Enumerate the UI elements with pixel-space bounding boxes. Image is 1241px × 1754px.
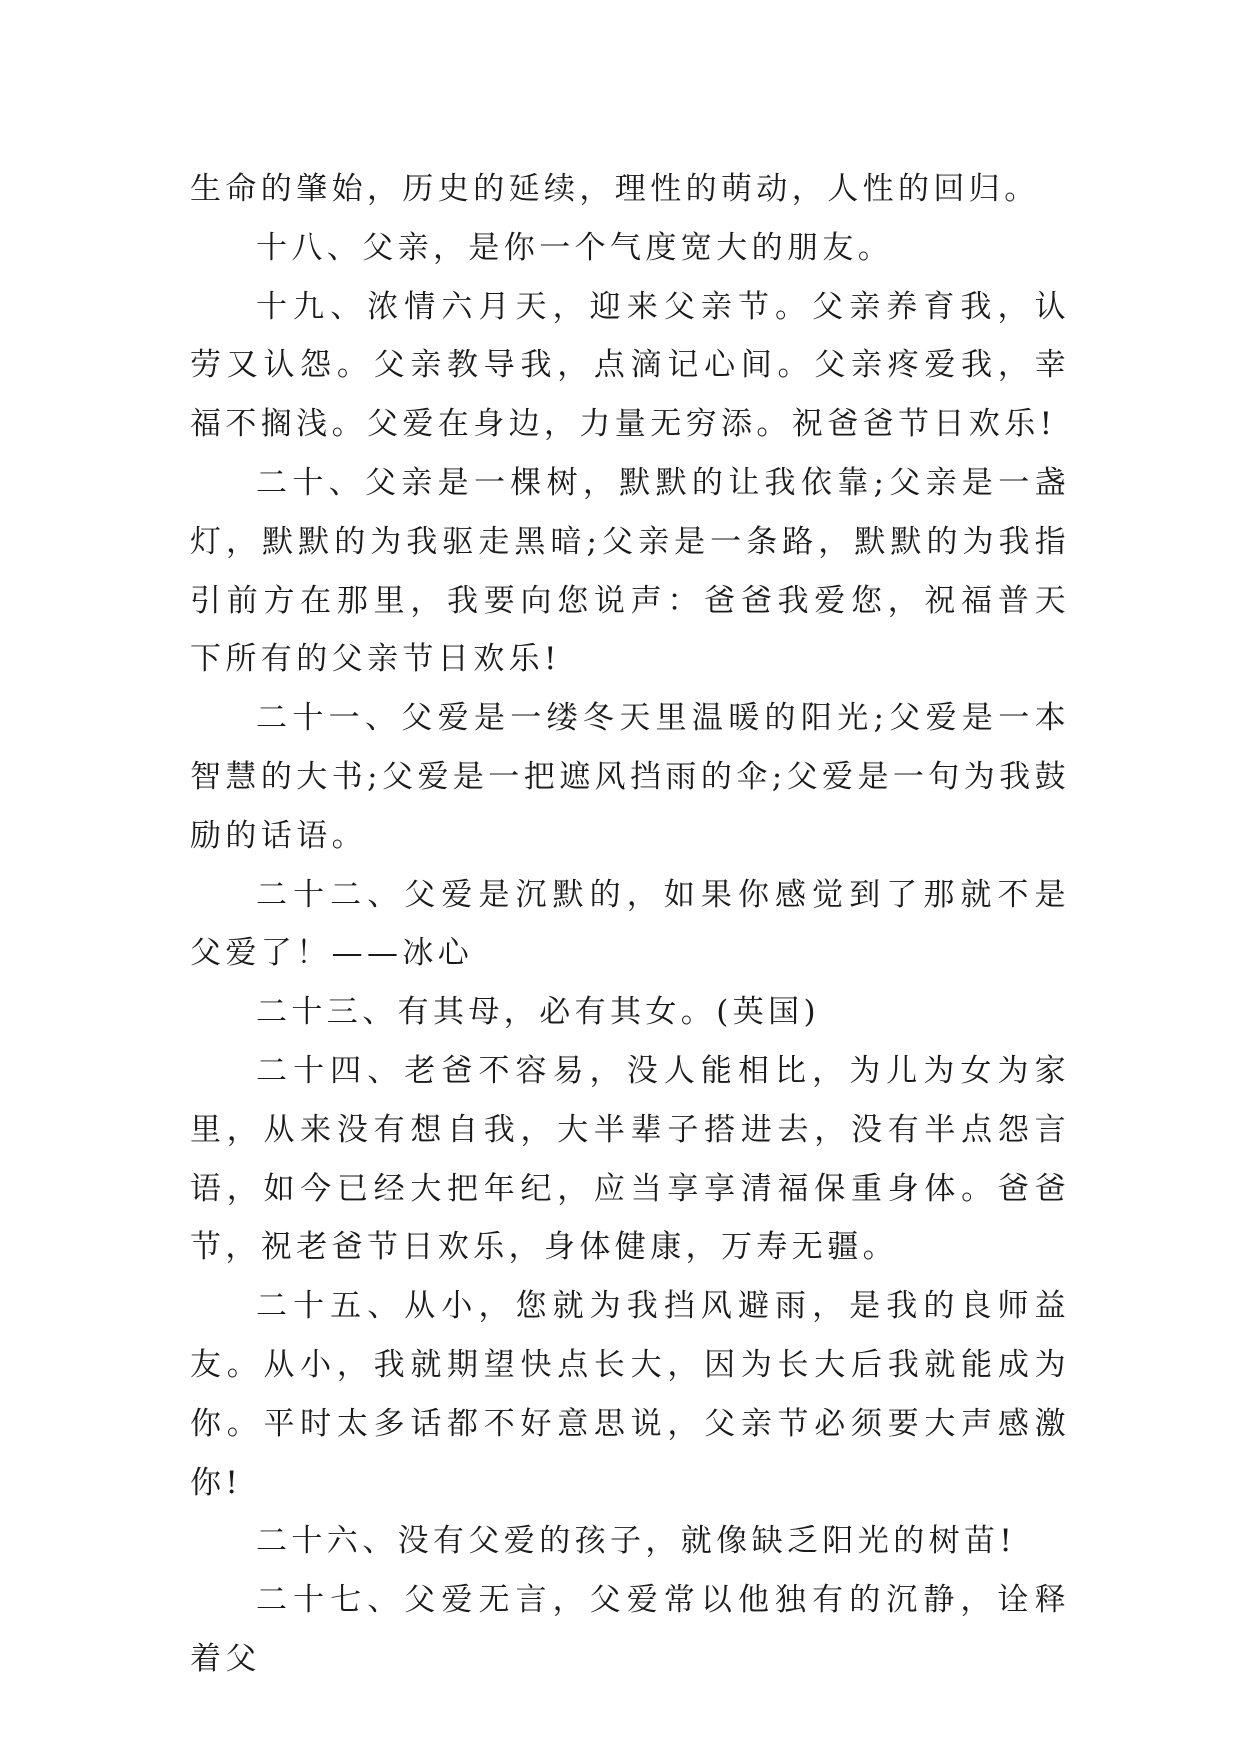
paragraph: 二十二、父爱是沉默的，如果你感觉到了那就不是父爱了！——冰心: [190, 876, 1070, 972]
paragraph: 二十三、有其母，必有其女。(英国): [256, 994, 820, 1031]
paragraph: 二十四、老爸不容易，没人能相比，为儿为女为家里，从来没有想自我，大半辈子搭进去，没有半点怨言语，如今已经大把年纪，应当享享清福保重身体。爸爸节，祝老爸节日欢乐，身体健康，万寿无疆。: [190, 1052, 1070, 1266]
paragraph: 二十六、没有父爱的孩子，就像缺乏阳光的树苗!: [256, 1523, 1017, 1560]
paragraph: 十九、浓情六月天，迎来父亲节。父亲养育我，认劳又认怨。父亲教导我，点滴记心间。父亲疼爱我，幸福不搁浅。父爱在身边，力量无穷添。祝爸爸节日欢乐!: [190, 288, 1070, 443]
paragraph: 二十、父亲是一棵树，默默的让我依靠;父亲是一盏灯，默默的为我驱走黑暗;父亲是一条路，默默的为我指引前方在那里，我要向您说声：爸爸我爱您，祝福普天下所有的父亲节日欢乐!: [190, 464, 1070, 678]
paragraph: 十八、父亲，是你一个气度宽大的朋友。: [256, 229, 894, 266]
paragraph: 二十一、父爱是一缕冬天里温暖的阳光;父爱是一本智慧的大书;父爱是一把遮风挡雨的伞;父爱是一句为我鼓励的话语。: [190, 700, 1070, 854]
document-body: [190, 160, 1070, 1689]
paragraph: 二十七、父爱无言，父爱常以他独有的沉静，诠释着父: [190, 1582, 1070, 1677]
paragraph: 生命的肇始，历史的延续，理性的萌动，人性的回归。: [190, 171, 1040, 207]
paragraph: 二十五、从小，您就为我挡风避雨，是我的良师益友。从小，我就期望快点长大，因为长大后我就能成为你。平时太多话都不好意思说，父亲节必须要大声感激你!: [190, 1288, 1070, 1501]
